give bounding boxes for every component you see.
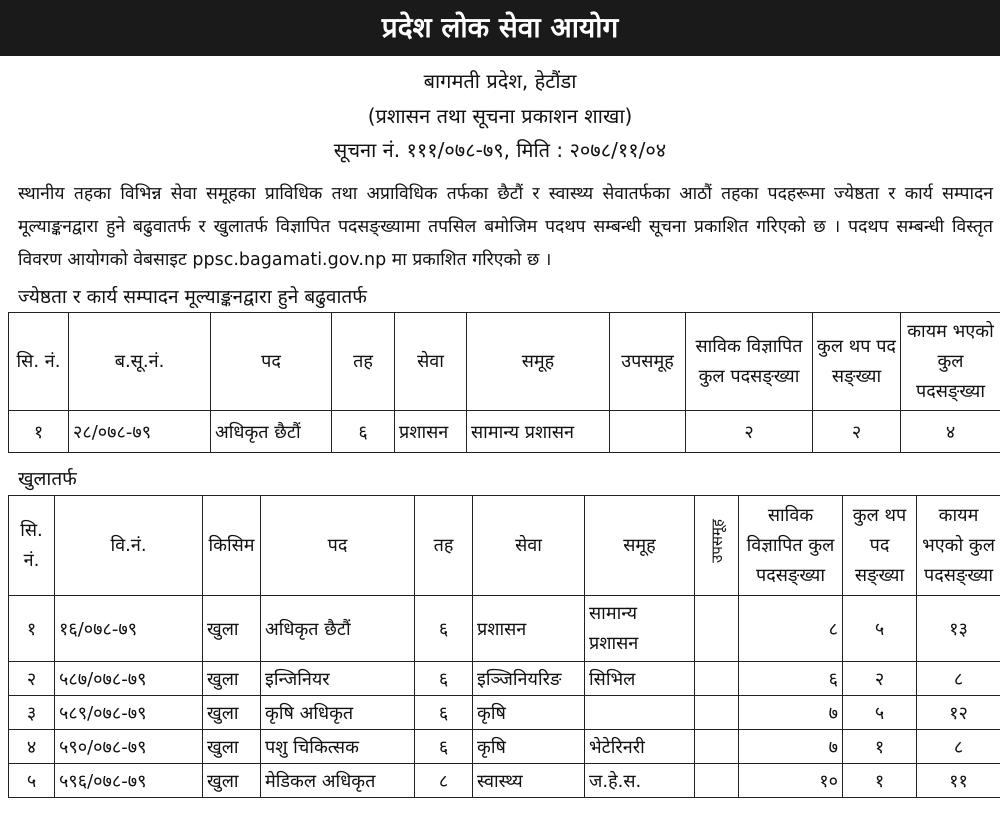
cell-service: प्रशासन <box>473 596 585 662</box>
table-row <box>9 596 1000 662</box>
cell-previous-total: ६ <box>739 662 843 696</box>
col-post: पद <box>211 313 332 411</box>
cell-final-total: ४ <box>901 411 1000 453</box>
table-row <box>9 662 1000 696</box>
cell-ad-no: ५९०/०७८-७९ <box>55 730 203 764</box>
cell-serial: ३ <box>9 696 55 730</box>
cell-subgroup <box>695 596 739 662</box>
subgroup-vertical-label: उपसमूह <box>707 518 726 563</box>
col-ad-no: वि.नं. <box>55 496 203 596</box>
col-added: कुल थप पद सङ्ख्या <box>843 496 917 596</box>
table-row <box>9 411 1000 453</box>
cell-level: ६ <box>415 696 473 730</box>
col-group: समूह <box>467 313 610 411</box>
table-row <box>9 730 1000 764</box>
cell-added: १ <box>843 730 917 764</box>
col-subgroup <box>695 496 739 596</box>
col-service: सेवा <box>395 313 467 411</box>
cell-previous-total: ७ <box>739 696 843 730</box>
col-post: पद <box>261 496 415 596</box>
title-bar <box>0 0 1000 56</box>
cell-type: खुला <box>203 764 261 798</box>
cell-previous-total: ८ <box>739 596 843 662</box>
cell-subgroup <box>695 764 739 798</box>
cell-serial: ४ <box>9 730 55 764</box>
cell-service: इञ्जिनियरिङ <box>473 662 585 696</box>
cell-type: खुला <box>203 596 261 662</box>
cell-level: ६ <box>415 596 473 662</box>
col-type: किसिम <box>203 496 261 596</box>
col-added: कुल थप पद सङ्ख्या <box>813 313 901 411</box>
cell-added: २ <box>813 411 901 453</box>
cell-added: २ <box>843 662 917 696</box>
cell-post: इन्जिनियर <box>261 662 415 696</box>
cell-group: सिभिल <box>585 662 695 696</box>
cell-group: सामान्य प्रशासन <box>467 411 610 453</box>
cell-group: भेटेरिनरी <box>585 730 695 764</box>
col-service: सेवा <box>473 496 585 596</box>
cell-service: कृषि <box>473 696 585 730</box>
col-serial: सि. नं. <box>9 313 69 411</box>
cell-post: मेडिकल अधिकृत <box>261 764 415 798</box>
open-table <box>8 495 1000 798</box>
cell-ad-no: ५९६/०७८-७९ <box>55 764 203 798</box>
cell-added: १ <box>843 764 917 798</box>
promotion-section-label: ज्येष्ठता र कार्य सम्पादन मूल्याङ्कनद्वारा हुने बढुवातर्फ <box>18 286 367 308</box>
cell-post: अधिकृत छैटौं <box>261 596 415 662</box>
col-level: तह <box>332 313 395 411</box>
cell-group: सामान्य प्रशासन <box>585 596 695 662</box>
col-level: तह <box>415 496 473 596</box>
cell-subgroup <box>610 411 686 453</box>
cell-ref-no: २८/०७८-७९ <box>69 411 211 453</box>
cell-serial: १ <box>9 411 69 453</box>
cell-type: खुला <box>203 730 261 764</box>
cell-group: ज.हे.स. <box>585 764 695 798</box>
cell-post: पशु चिकित्सक <box>261 730 415 764</box>
page-title: प्रदेश लोक सेवा आयोग <box>381 11 619 44</box>
col-ref-no: ब.सू.नं. <box>69 313 211 411</box>
table-row <box>9 764 1000 798</box>
cell-service: कृषि <box>473 730 585 764</box>
notice-number: सूचना नं. १११/०७८-७९, मिति : २०७८/११/०४ <box>333 138 667 162</box>
cell-added: ५ <box>843 696 917 730</box>
promotion-table <box>8 312 1000 453</box>
cell-ad-no: १६/०७८-७९ <box>55 596 203 662</box>
cell-serial: ५ <box>9 764 55 798</box>
cell-type: खुला <box>203 696 261 730</box>
col-final-total: कायम भएको कुल पदसङ्ख्या <box>901 313 1000 411</box>
cell-service: प्रशासन <box>395 411 467 453</box>
cell-subgroup <box>695 730 739 764</box>
col-final-total: कायम भएको कुल पदसङ्ख्या <box>917 496 1000 596</box>
cell-final-total: १३ <box>917 596 1000 662</box>
col-group: समूह <box>585 496 695 596</box>
cell-type: खुला <box>203 662 261 696</box>
cell-final-total: ८ <box>917 730 1000 764</box>
cell-group <box>585 696 695 730</box>
cell-post: अधिकृत छैटौं <box>211 411 332 453</box>
col-previous-total: साविक विज्ञापित कुल पदसङ्ख्या <box>739 496 843 596</box>
cell-previous-total: २ <box>686 411 813 453</box>
cell-level: ६ <box>415 662 473 696</box>
cell-level: ६ <box>415 730 473 764</box>
cell-ad-no: ५८७/०७८-७९ <box>55 662 203 696</box>
cell-previous-total: १० <box>739 764 843 798</box>
table-row <box>9 696 1000 730</box>
cell-final-total: १२ <box>917 696 1000 730</box>
open-header-row <box>9 496 1000 596</box>
cell-ad-no: ५८९/०७८-७९ <box>55 696 203 730</box>
cell-final-total: ११ <box>917 764 1000 798</box>
office-name: बागमती प्रदेश, हेटौंडा <box>423 69 577 93</box>
cell-previous-total: ७ <box>739 730 843 764</box>
promotion-header-row <box>9 313 1000 411</box>
cell-service: स्वास्थ्य <box>473 764 585 798</box>
cell-level: ८ <box>415 764 473 798</box>
col-subgroup: उपसमूह <box>610 313 686 411</box>
cell-final-total: ८ <box>917 662 1000 696</box>
cell-serial: १ <box>9 596 55 662</box>
cell-subgroup <box>695 662 739 696</box>
col-previous-total: साविक विज्ञापित कुल पदसङ्ख्या <box>686 313 813 411</box>
cell-added: ५ <box>843 596 917 662</box>
col-serial: सि. नं. <box>9 496 55 596</box>
cell-post: कृषि अधिकृत <box>261 696 415 730</box>
cell-level: ६ <box>332 411 395 453</box>
open-section-label: खुलातर्फ <box>18 468 77 490</box>
intro-paragraph: स्थानीय तहका विभिन्न सेवा समूहका प्राविधिक तथा अप्राविधिक तर्फका छैटौं र स्वास्थ्य सेवातर्फका आठौं तहका पदहरूमा ज्येष्ठता र कार्य सम्पादन मूल्याङ्कनद्वारा हुने बढुवातर्फ र खुलातर्फ विज्ञापित पदसङ्ख्यामा तपसिल बमोजिम पदथप सम्बन्धी सूचना प्रकाशित गरिएको छ । पदथप सम्बन्धी विस्तृत विवरण आयोगको वेबसाइट ppsc.bagamati.gov.np मा प्रकाशित गरिएको छ । <box>18 184 993 270</box>
office-branch: (प्रशासन तथा सूचना प्रकाशन शाखा) <box>367 104 633 128</box>
cell-subgroup <box>695 696 739 730</box>
cell-serial: २ <box>9 662 55 696</box>
